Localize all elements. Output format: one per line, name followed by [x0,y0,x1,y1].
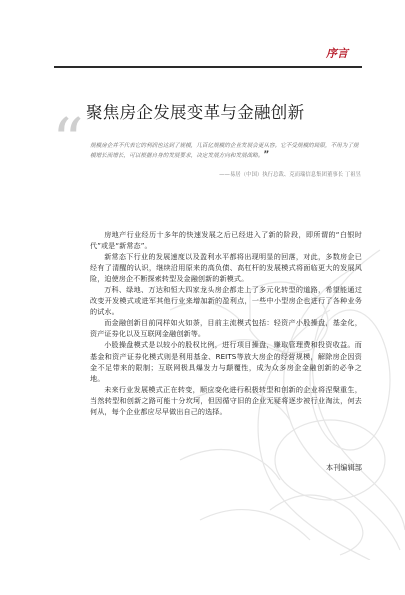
section-label: 序言 [326,47,348,60]
body-paragraph: 万科、绿地、万达和恒大四家龙头房企都走上了多元化转型的道路，希望能通过改变开发模式或进军其他行业来增加新的盈利点，一些中小型房企也进行了各种业务的试水。 [90,285,362,317]
article-body [90,229,362,417]
editor-signature: 本刊编辑部 [326,463,362,472]
pull-quote-text: 规模房企并不代表它的利润也达到了规模，几百亿规模的企业发展会更从容。它不受规模的局限，不用为了规模增长而增长，可以根据自身的发展要求，决定发展方向和发展战略。 [90,143,359,159]
body-paragraph: 新常态下行业的发展速度以及盈利水平都将出现明显的回落，对此，多数房企已经有了清醒的认识，继续沿用原来的高负债、高杠杆的发展模式将面临更大的发展风险，迫使房企不断探索转型及金融创新的新模式。 [90,252,362,284]
pull-quote [90,142,362,161]
body-paragraph: 小股操盘模式是以较小的股权比例，进行项目操盘，赚取管理费和投资收益。而基金和资产证券化模式则是利用基金、REITS等放大房企的经营规模，解除房企因资金不足带来的限制；互联网极具爆发力与颠覆性，成为众多房企金融创新的必争之地。 [90,340,362,383]
close-quote-icon: ” [263,150,270,160]
header-rule [54,66,362,68]
open-quote-icon: “ [52,104,84,177]
quote-attribution: ——易居（中国）执行总裁、克而瑞信息集团董事长 丁祖昱 [219,172,361,178]
page-title: 聚焦房企发展变革与金融创新 [86,103,305,122]
body-paragraph: 未来行业发展模式正在转变，顺应变化进行积极转型和创新的企业将涅槃重生，当然转型和创新之路可能十分坎坷，但因循守旧的企业无疑将逐步被行业淘汰，何去何从，每个企业都应尽早做出自己的选择。 [90,384,362,416]
body-paragraph: 而金融创新目前同样如火如荼，目前主流模式包括：轻资产小股操盘，基金化，资产证券化以及互联网金融创新等。 [90,318,362,339]
body-paragraph: 房地产行业经历十多年的快速发展之后已经进入了新的阶段，即所谓的“白银时代”或是“新常态”。 [90,230,362,251]
